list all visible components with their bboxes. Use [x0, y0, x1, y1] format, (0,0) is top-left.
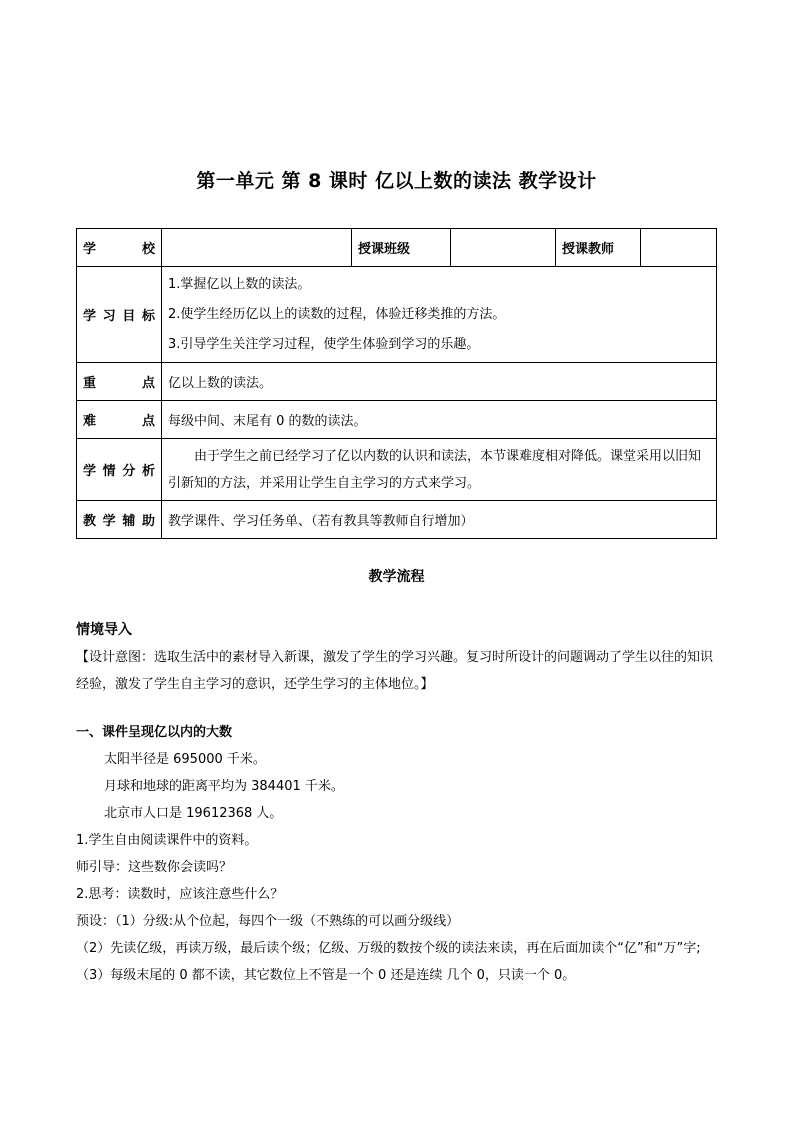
- preset-1: 预设：（1）分级:从个位起，每四个一级（不熟练的可以画分级线）: [76, 914, 460, 929]
- aids-text: 教学课件、学习任务单、（若有教具等教师自行增加）: [162, 501, 717, 539]
- fact-item: 北京市人口是 19612368 人。: [104, 806, 283, 821]
- analysis-label: 学情分析: [77, 439, 162, 501]
- difficult-point-label: 难 点: [77, 401, 162, 439]
- teacher-guide: 师引导：这些数你会读吗？: [76, 860, 233, 875]
- table-row: [77, 363, 717, 401]
- spacer: [76, 698, 717, 719]
- school-value: [162, 229, 352, 267]
- section-intro-heading: 情境导入: [76, 622, 132, 638]
- goals-cell: [162, 267, 717, 363]
- table-row: [77, 501, 717, 539]
- goal-item: 2.使学生经历亿以上的读数的过程，体验迁移类推的方法。: [168, 306, 506, 322]
- preset-2: （2）先读亿级，再读万级，最后读个级；亿级、万级的数按个级的读法来读，再在后面加读个“亿”和“万”字;: [76, 941, 701, 956]
- key-point-label: 重 点: [77, 363, 162, 401]
- step-2: 2.思考：读数时，应该注意些什么？: [76, 887, 284, 902]
- goals-label: 学习目标: [77, 267, 162, 363]
- table-row: [77, 229, 717, 267]
- table-row: [77, 267, 717, 363]
- document-title: 第一单元 第 8 课时 亿以上数的读法 教学设计: [196, 170, 597, 192]
- fact-item: 月球和地球的距离平均为 384401 千米。: [104, 779, 344, 794]
- goal-item: 3.引导学生关注学习过程，使学生体验到学习的乐趣。: [168, 336, 480, 352]
- lesson-info-table: [76, 228, 717, 539]
- lesson-body: [76, 617, 717, 989]
- class-value: [451, 229, 556, 267]
- aids-label: 教学辅助: [77, 501, 162, 539]
- teacher-label: 授课教师: [556, 229, 641, 267]
- fact-item: 太阳半径是 695000 千米。: [104, 752, 266, 767]
- part1-heading: 一、课件呈现亿以内的大数: [76, 725, 233, 740]
- goal-item: 1.掌握亿以上数的读法。: [168, 276, 311, 292]
- teacher-value: [641, 229, 717, 267]
- table-row: [77, 401, 717, 439]
- class-label: 授课班级: [352, 229, 451, 267]
- key-point-text: 亿以上数的读法。: [162, 363, 717, 401]
- design-intent: 【设计意图：选取生活中的素材导入新课，激发了学生的学习兴趣。复习时所设计的问题调动了学生以往的知识经验，激发了学生自主学习的意识，还学生学习的主体地位。】: [76, 650, 714, 692]
- step-1: 1.学生自由阅读课件中的资料。: [76, 833, 258, 848]
- school-label: 学 校: [77, 229, 162, 267]
- analysis-text: 由于学生之前已经学习了亿以内数的认识和读法，本节课难度相对降低。课堂采用以旧知引新知的方法，并采用让学生自主学习的方式来学习。: [162, 439, 717, 501]
- preset-3: （3）每级末尾的 0 都不读，其它数位上不管是一个 0 还是连续 几个 0，只读一个 0。: [76, 968, 576, 983]
- difficult-point-text: 每级中间、末尾有 0 的数的读法。: [162, 401, 717, 439]
- teaching-flow-title: 教学流程: [368, 569, 425, 585]
- table-row: [77, 439, 717, 501]
